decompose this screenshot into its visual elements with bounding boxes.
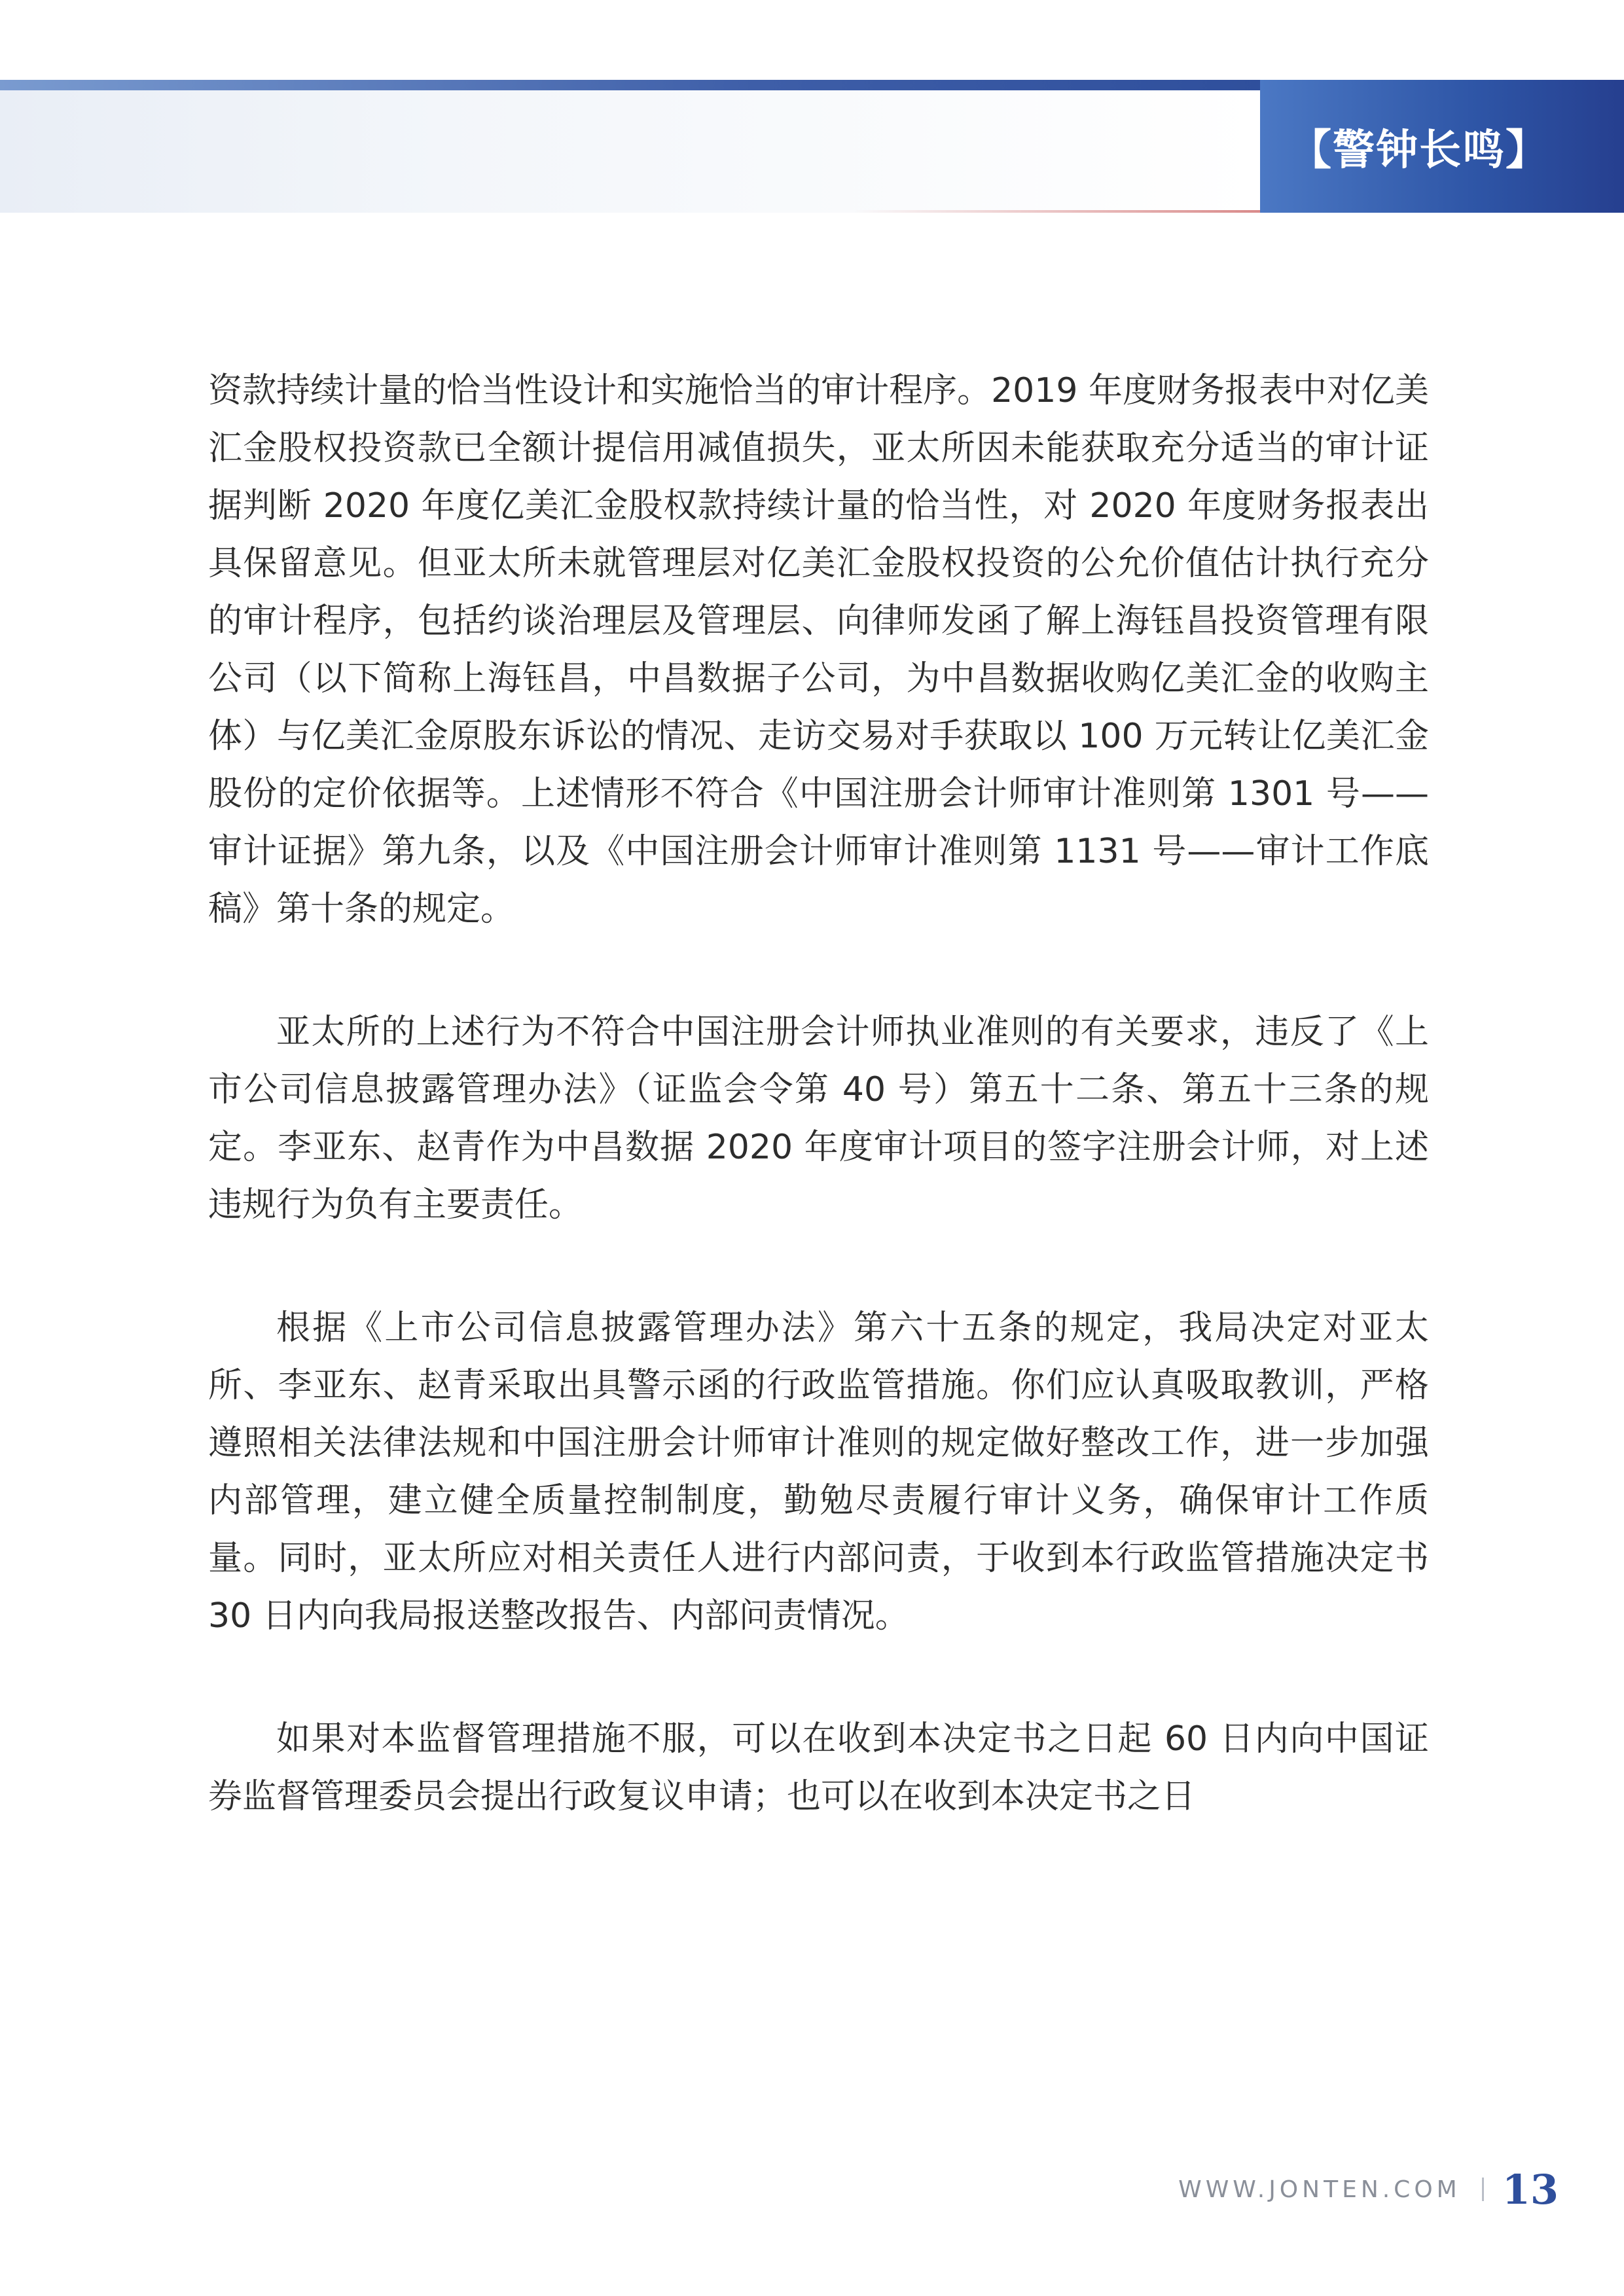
footer-divider	[1482, 2178, 1484, 2201]
paragraph-continued: 资款持续计量的恰当性设计和实施恰当的审计程序。2019 年度财务报表中对亿美汇金股权投资款已全额计提信用减值损失，亚太所因未能获取充分适当的审计证据判断 2020 年度亿美汇金股权款持续计量的恰当性，对 2020 年度财务报表出具保留意见。但亚太所未就管理层对亿美汇金股权投资的公允价值估计执行充分的审计程序，包括约谈治理层及管理层、向律师发函了解上海钰昌投资管理有限公司（以下简称上海钰昌，中昌数据子公司，为中昌数据收购亿美汇金的收购主体）与亿美汇金原股东诉讼的情况、走访交易对手获取以 100 万元转让亿美汇金股份的定价依据等。上述情形不符合《中国注册会计师审计准则第 1301 号——审计证据》第九条，以及《中国注册会计师审计准则第 1131 号——审计工作底稿》第十条的规定。	[208, 371, 1429, 929]
paragraph-appeal: 如果对本监督管理措施不服，可以在收到本决定书之日起 60 日内向中国证券监督管理委员会提出行政复议申请；也可以在收到本决定书之日	[208, 1719, 1429, 1816]
page-footer	[1178, 2160, 1559, 2219]
paragraph-violation: 亚太所的上述行为不符合中国注册会计师执业准则的有关要求，违反了《上市公司信息披露管理办法》（证监会令第 40 号）第五十二条、第五十三条的规定。李亚东、赵青作为中昌数据 2020 年度审计项目的签字注册会计师，对上述违规行为负有主要责任。	[208, 1013, 1429, 1225]
header-band	[0, 85, 1260, 213]
paragraph-measures: 根据《上市公司信息披露管理办法》第六十五条的规定，我局决定对亚太所、李亚东、赵青采取出具警示函的行政监管措施。你们应认真吸取教训，严格遵照相关法律法规和中国注册会计师审计准则的规定做好整改工作，进一步加强内部管理，建立健全质量控制制度，勤勉尽责履行审计义务，确保审计工作质量。同时，亚太所应对相关责任人进行内部问责，于收到本行政监管措施决定书 30 日内向我局报送整改报告、内部问责情况。	[208, 1308, 1429, 1636]
section-tag-label: 【警钟长鸣】	[1290, 125, 1549, 175]
paragraph-gap	[208, 1645, 1429, 1710]
page-number: 13	[1502, 2165, 1559, 2214]
header-top-rule	[0, 80, 1260, 90]
section-tag	[1260, 80, 1624, 213]
paragraph-gap	[208, 938, 1429, 1003]
header-accent-underline	[851, 210, 1260, 213]
website-link[interactable]: WWW.JONTEN.COM	[1178, 2176, 1461, 2203]
paragraph-gap	[208, 1234, 1429, 1299]
article-body	[208, 362, 1429, 1825]
